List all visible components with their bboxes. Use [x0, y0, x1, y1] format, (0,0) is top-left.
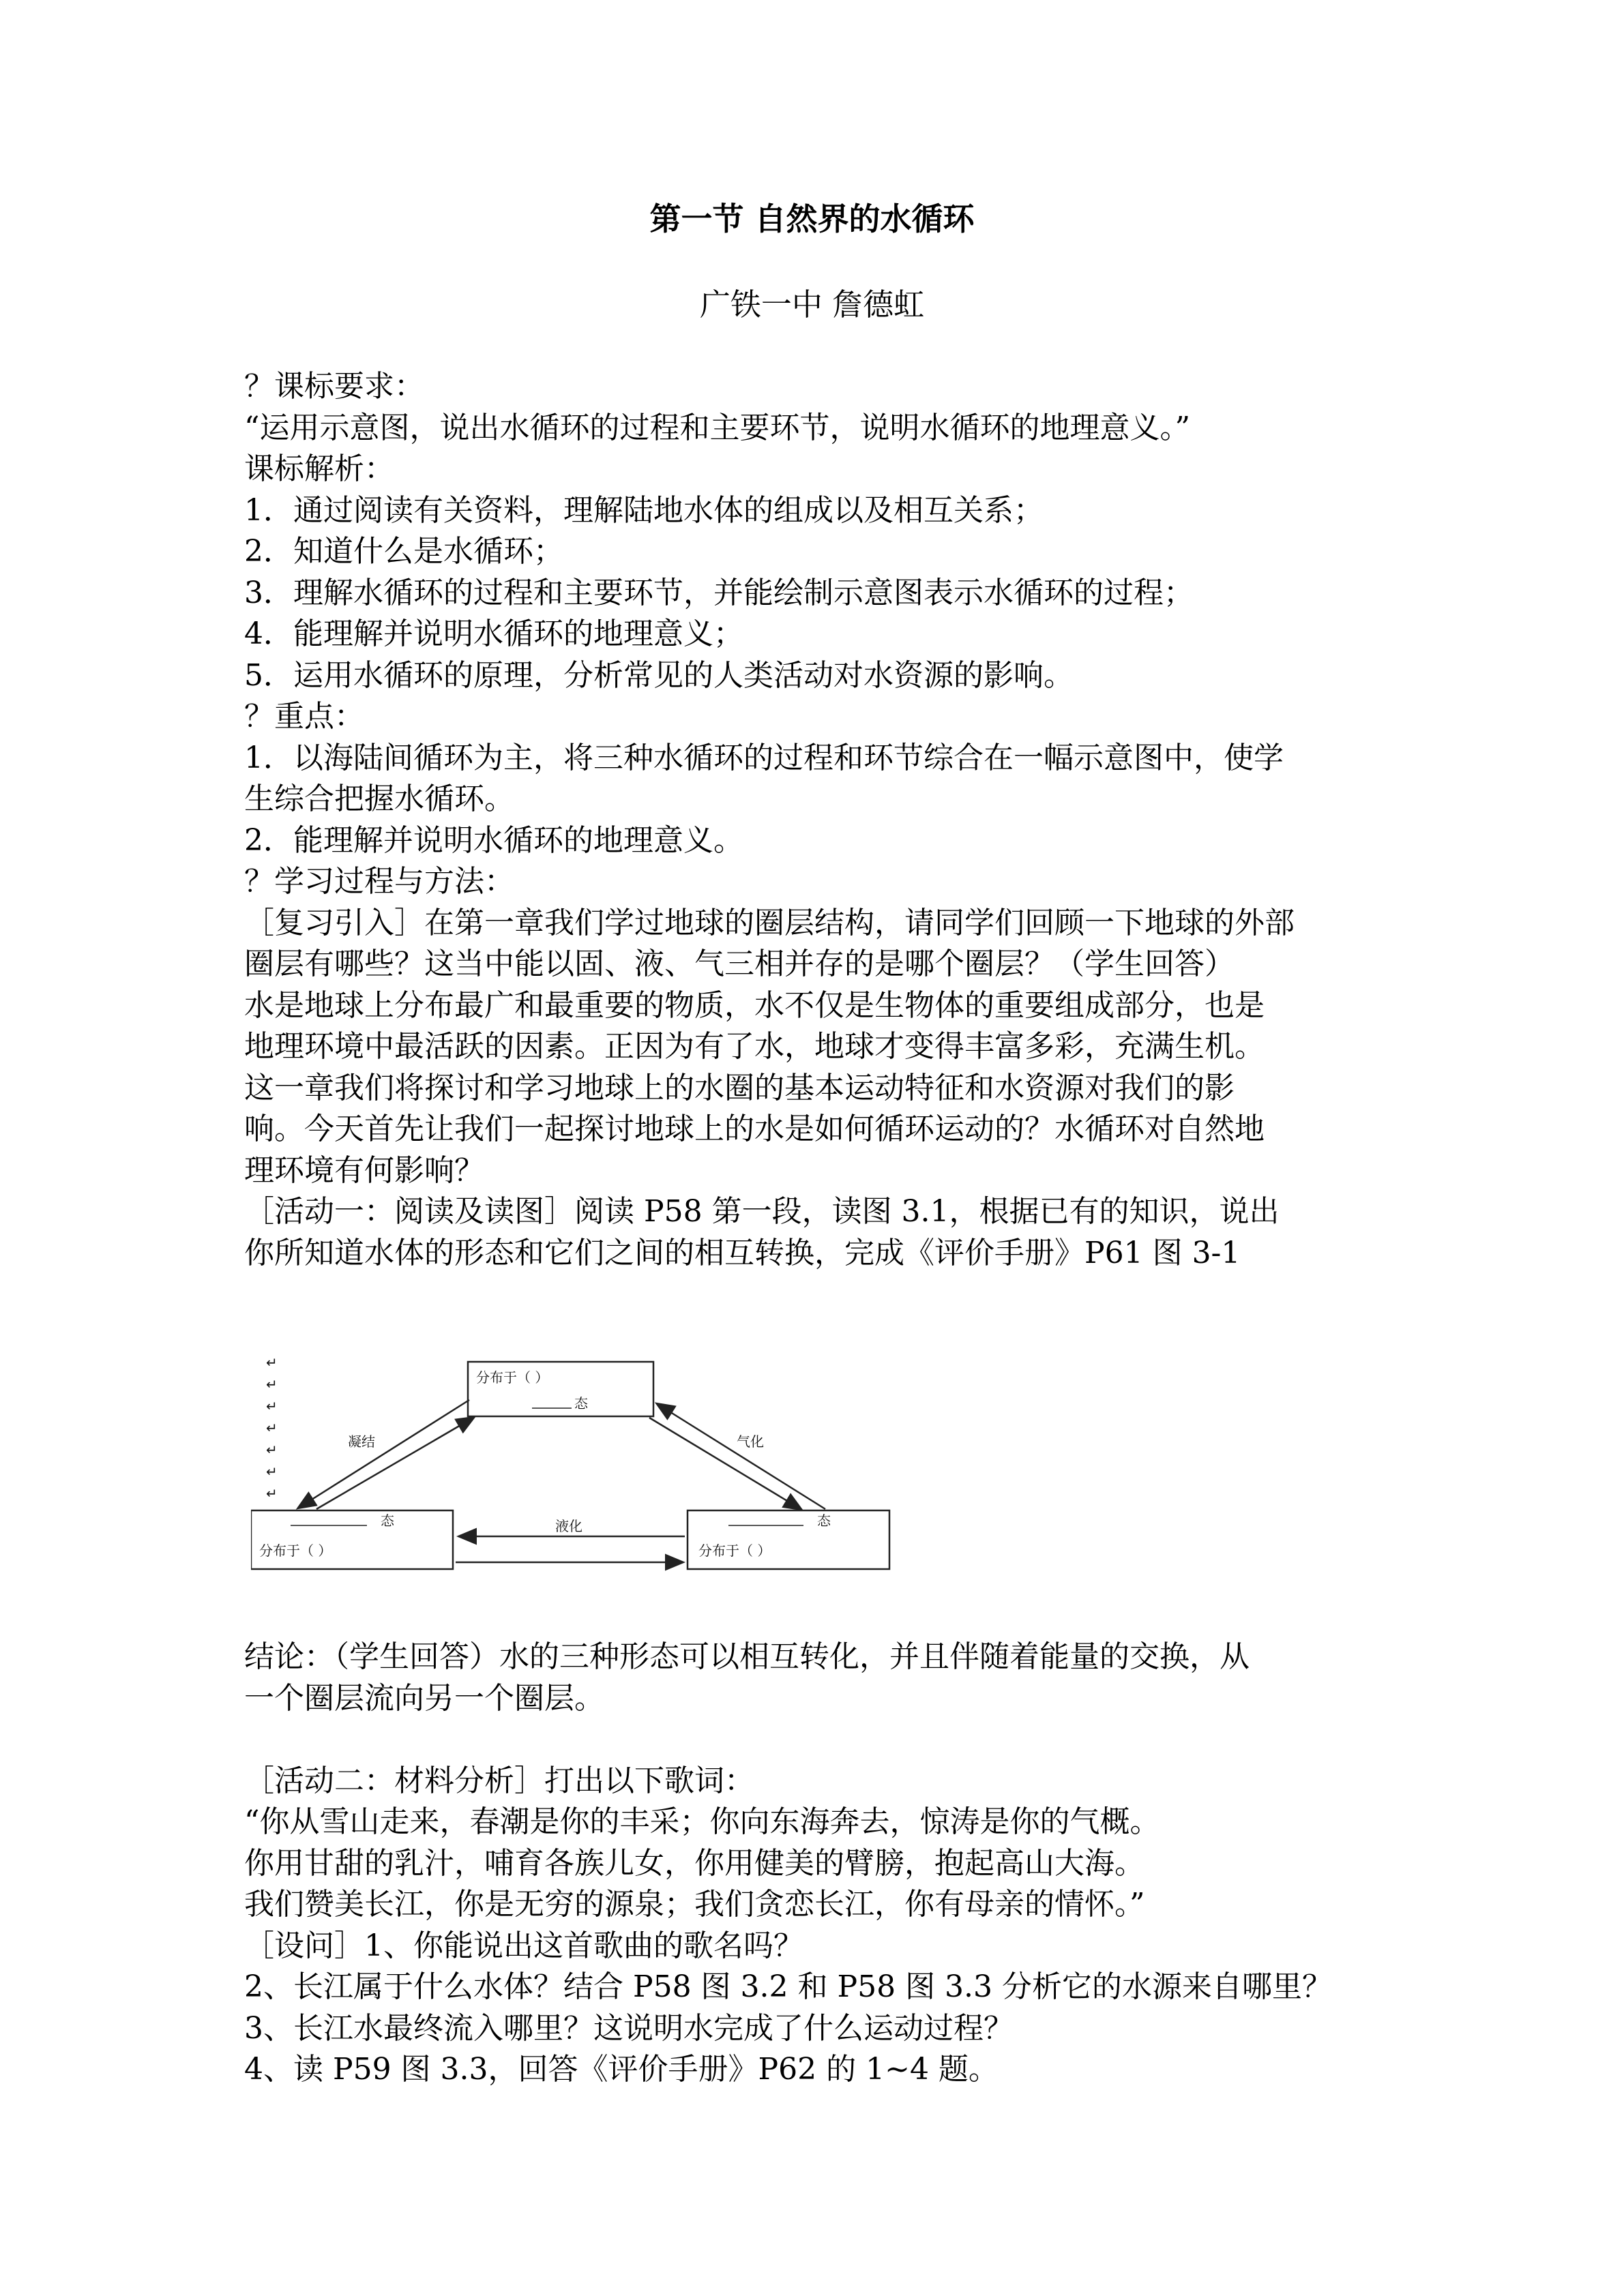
text-line: 1．通过阅读有关资料，理解陆地水体的组成以及相互关系；	[244, 492, 1044, 528]
text-line: 4．能理解并说明水循环的地理意义；	[244, 616, 743, 651]
arrow-right-to-top	[658, 1404, 825, 1509]
text-line: 2、长江属于什么水体？结合 P58 图 3.2 和 P58 图 3.3 分析它的水源来自哪里？	[244, 1969, 1333, 2004]
text-line: 3．理解水循环的过程和主要环节，并能绘制示意图表示水循环的过程；	[244, 575, 1194, 610]
text-line: ？重点：	[244, 699, 364, 734]
box-top-label2: 态	[574, 1395, 588, 1412]
arrow-bottom-label: 液化	[555, 1518, 582, 1534]
text-line: ［活动二：材料分析］打出以下歌词：	[244, 1763, 754, 1798]
text-line: ［复习引入］在第一章我们学过地球的圈层结构，请同学们回顾一下地球的外部	[244, 905, 1295, 940]
text-line: 生综合把握水循环。	[244, 781, 514, 816]
text-line: 我们赞美长江，你是无穷的源泉；我们贪恋长江，你有母亲的情怀。”	[244, 1887, 1145, 1922]
text-line: 地理环境中最活跃的因素。正因为有了水，地球才变得丰富多彩，充满生机。	[244, 1029, 1265, 1064]
text-line: 理环境有何影响？	[244, 1152, 484, 1188]
box-top-label1: 分布于（ ）	[476, 1369, 549, 1386]
diagram-svg	[251, 1347, 892, 1582]
para-mark: ↵	[266, 1463, 278, 1480]
para-mark: ↵	[266, 1376, 278, 1392]
text-line: “运用示意图，说出水循环的过程和主要环节，说明水循环的地理意义。”	[244, 410, 1190, 445]
text-line: “你从雪山走来，春潮是你的丰采；你向东海奔去，惊涛是你的气概。	[244, 1804, 1160, 1839]
page-title: 第一节 自然界的水循环	[649, 200, 975, 237]
text-line: 1．以海陆间循环为主，将三种水循环的过程和环节综合在一幅示意图中，使学	[244, 740, 1284, 775]
arrow-left-to-top	[316, 1418, 473, 1509]
text-line: 结论：（学生回答）水的三种形态可以相互转化，并且伴随着能量的交换，从	[244, 1639, 1250, 1674]
author-line: 广铁一中 詹德虹	[699, 286, 925, 323]
text-line: ［活动一：阅读及读图］阅读 P58 第一段，读图 3.1，根据已有的知识，说出	[244, 1194, 1280, 1229]
box-left	[251, 1510, 453, 1569]
arrow-left-label: 凝结	[348, 1433, 375, 1450]
box-left-label1: 态	[381, 1512, 394, 1529]
arrow-top-to-right	[649, 1418, 801, 1509]
text-line: 2．知道什么是水循环；	[244, 534, 563, 569]
box-left-label2: 分布于（ ）	[259, 1542, 332, 1559]
body-text-part2	[244, 1637, 1390, 2091]
water-cycle-diagram	[251, 1347, 892, 1582]
text-line: 2．能理解并说明水循环的地理意义。	[244, 822, 743, 858]
text-line: ［设问］1、你能说出这首歌曲的歌名吗？	[244, 1928, 803, 1963]
text-line: 你用甘甜的乳汁，哺育各族儿女，你用健美的臂膀，抱起高山大海。	[244, 1845, 1145, 1881]
arrow-right-label: 气化	[737, 1433, 764, 1450]
text-line: 圈层有哪些？这当中能以固、液、气三相并存的是哪个圈层？（学生回答）	[244, 946, 1235, 981]
text-line: 一个圈层流向另一个圈层。	[244, 1680, 604, 1716]
para-mark: ↵	[266, 1420, 278, 1436]
para-mark: ↵	[266, 1398, 278, 1414]
text-line: 4、读 P59 图 3.3，回答《评价手册》P62 的 1~4 题。	[244, 2052, 999, 2087]
text-line: ？学习过程与方法：	[244, 864, 514, 899]
box-right-label1: 态	[817, 1512, 831, 1529]
text-line	[244, 1719, 1390, 1761]
text-line: 这一章我们将探讨和学习地球上的水圈的基本运动特征和水资源对我们的影	[244, 1070, 1235, 1105]
para-mark: ↵	[266, 1354, 278, 1371]
text-line: 你所知道水体的形态和它们之间的相互转换，完成《评价手册》P61 图 3-1	[244, 1235, 1241, 1270]
text-line: 响。今天首先让我们一起探讨地球上的水是如何循环运动的？水循环对自然地	[244, 1112, 1265, 1146]
text-line: ？课标要求：	[244, 369, 424, 404]
paragraph-marks	[266, 1354, 278, 1502]
para-mark: ↵	[266, 1485, 278, 1502]
box-right	[688, 1510, 889, 1569]
para-mark: ↵	[266, 1442, 278, 1458]
text-line: 3、长江水最终流入哪里？这说明水完成了什么运动过程？	[244, 2010, 1014, 2046]
text-line: 水是地球上分布最广和最重要的物质，水不仅是生物体的重要组成部分，也是	[244, 987, 1265, 1023]
text-line: 5．运用水循环的原理，分析常见的人类活动对水资源的影响。	[244, 657, 1074, 693]
text-line: 课标解析：	[244, 451, 394, 486]
body-text-part1	[244, 366, 1390, 1274]
box-right-label2: 分布于（ ）	[698, 1542, 771, 1559]
arrow-top-to-left	[299, 1400, 469, 1508]
